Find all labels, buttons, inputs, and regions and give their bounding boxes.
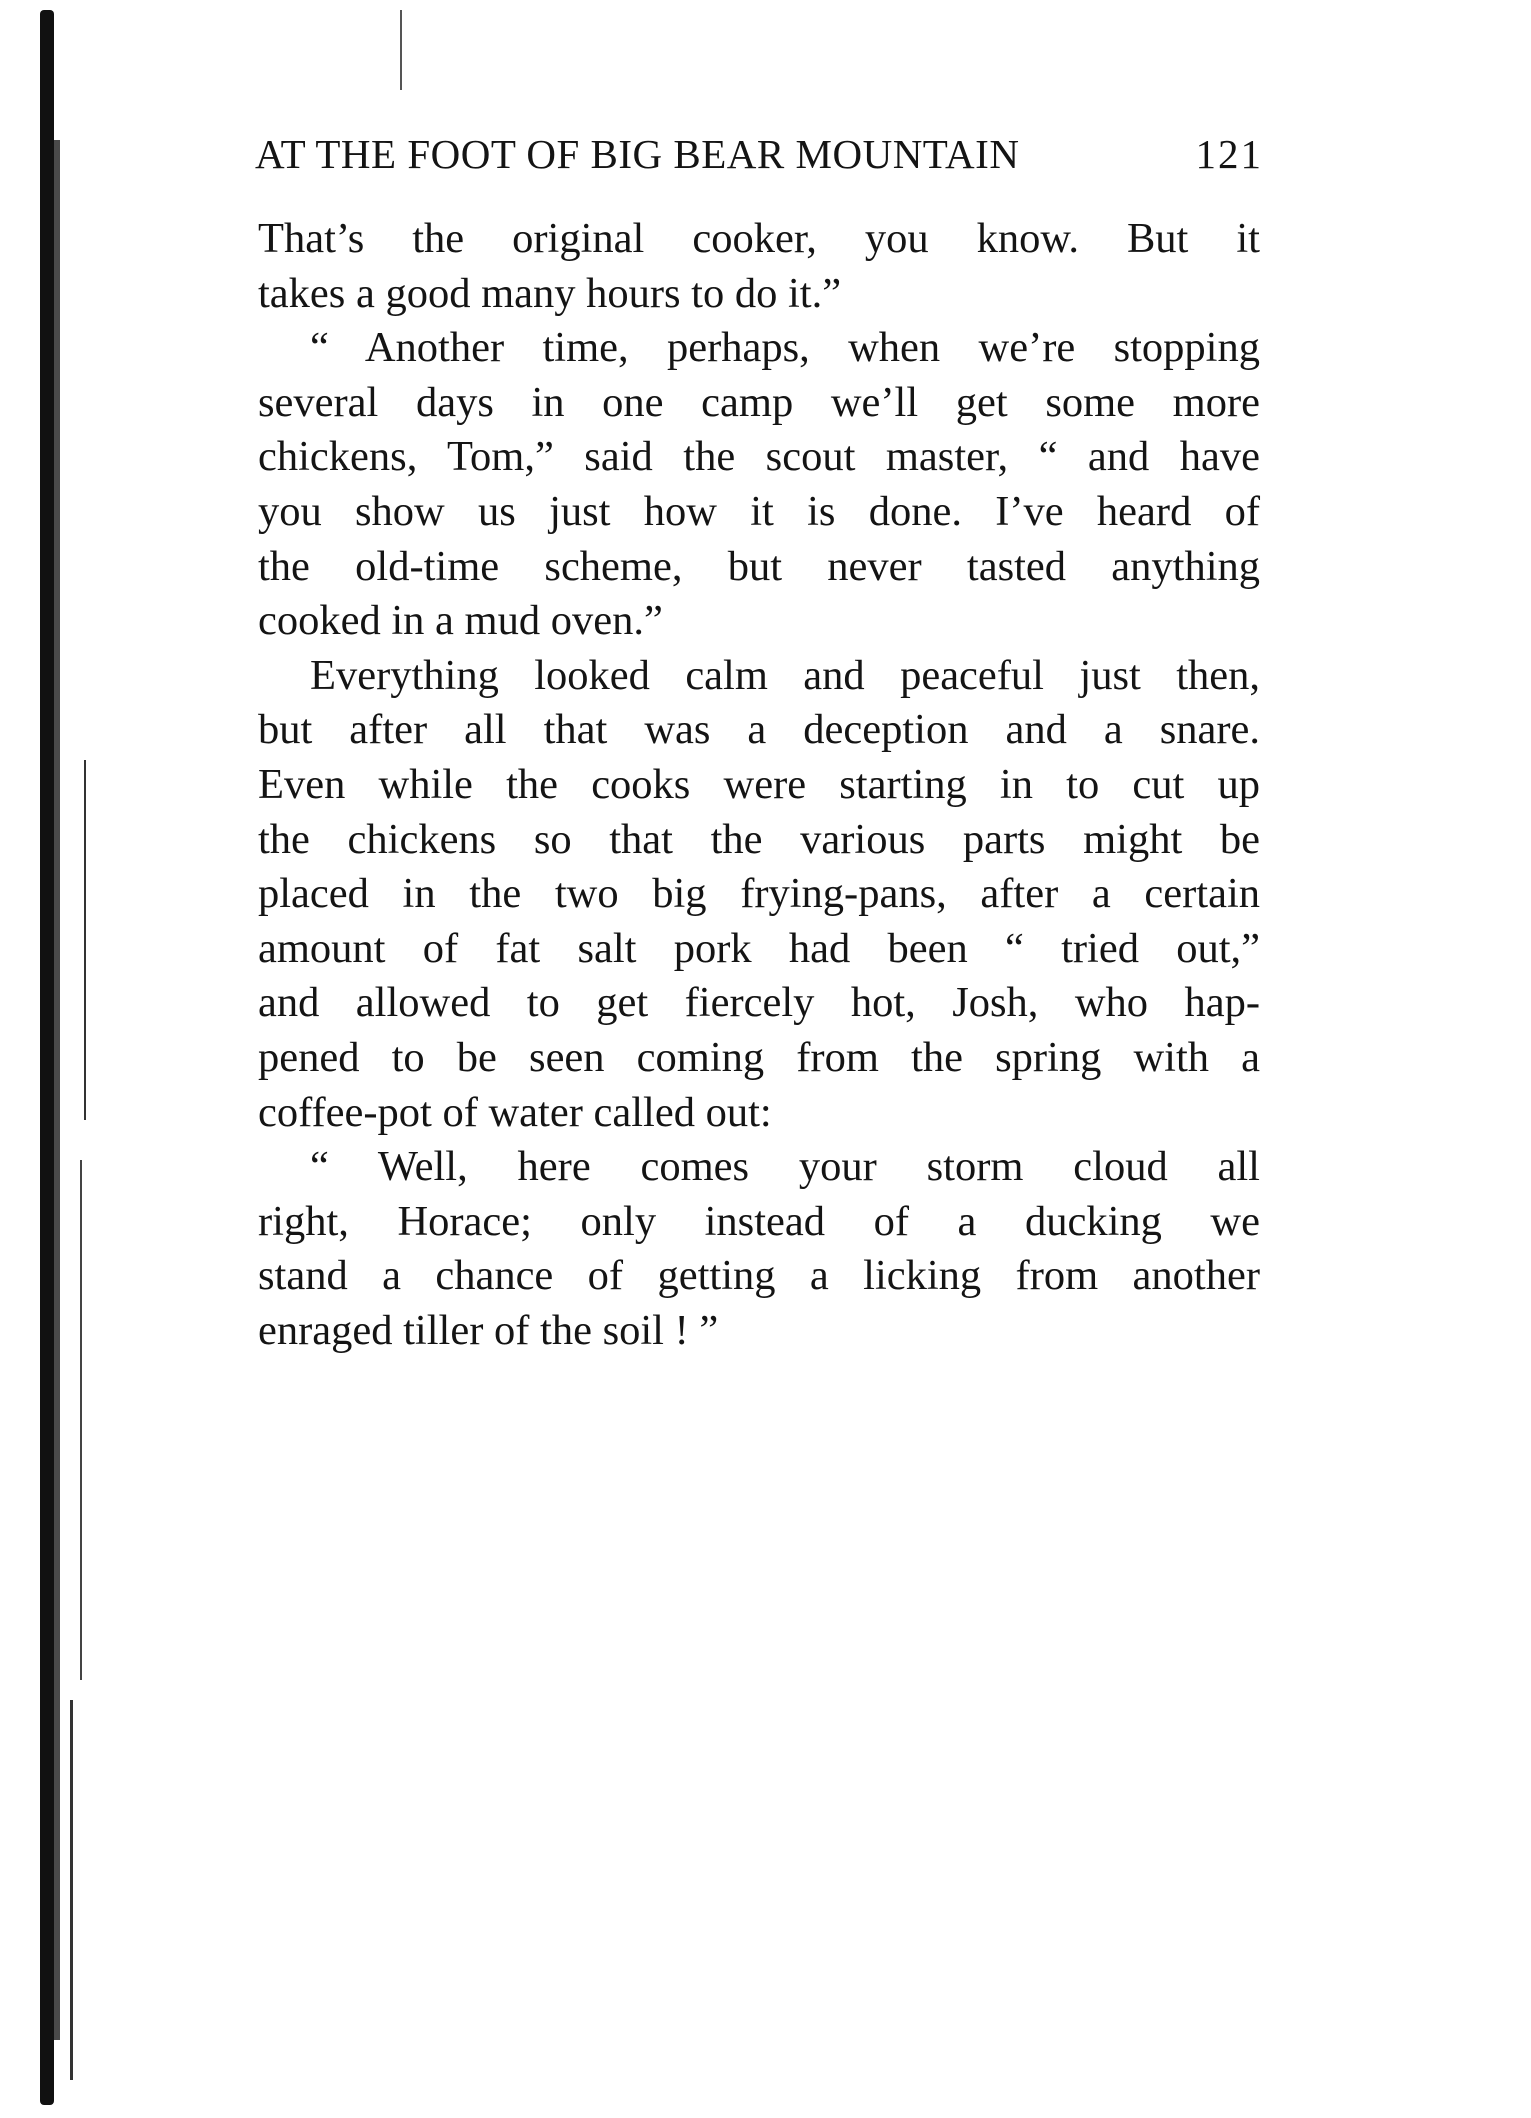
text-line: “ Well, here comes your storm cloud all bbox=[310, 1143, 1260, 1191]
text-line: enraged tiller of the soil ! ” bbox=[258, 1306, 719, 1354]
page-number: 121 bbox=[1195, 131, 1263, 177]
text-line: “ Another time, perhaps, when we’re stopping bbox=[310, 324, 1260, 372]
text-line: takes a good many hours to do it.” bbox=[258, 269, 842, 317]
binding-shadow bbox=[40, 10, 54, 2105]
text-line: placed in the two big frying-pans, after a certain bbox=[258, 870, 1260, 918]
scan-artifact-line bbox=[70, 1700, 73, 2080]
text-line: the old-time scheme, but never tasted anything bbox=[258, 542, 1260, 590]
text-line: stand a chance of getting a licking from another bbox=[258, 1252, 1260, 1300]
text-line: coffee-pot of water called out: bbox=[258, 1088, 772, 1136]
running-header-title: AT THE FOOT OF BIG BEAR MOUNTAIN bbox=[255, 131, 1020, 177]
binding-shadow-inner bbox=[54, 140, 60, 2040]
text-line: right, Horace; only instead of a ducking we bbox=[258, 1197, 1260, 1245]
scan-artifact-line bbox=[80, 1160, 82, 1680]
running-header bbox=[255, 124, 1263, 184]
text-line: cooked in a mud oven.” bbox=[258, 597, 663, 645]
text-line: and allowed to get fiercely hot, Josh, who hap- bbox=[258, 979, 1260, 1027]
text-line: Even while the cooks were starting in to cut up bbox=[258, 760, 1260, 808]
body-text bbox=[258, 212, 1260, 1358]
scan-artifact-line bbox=[84, 760, 86, 1120]
text-line: That’s the original cooker, you know. But it bbox=[258, 215, 1260, 262]
text-line: you show us just how it is done. I’ve heard of bbox=[258, 487, 1260, 535]
text-line: amount of fat salt pork had been “ tried out,” bbox=[258, 924, 1260, 972]
text-line: Everything looked calm and peaceful just then, bbox=[310, 651, 1260, 699]
scan-artifact-mark bbox=[400, 10, 402, 90]
text-line: pened to be seen coming from the spring with a bbox=[258, 1033, 1260, 1081]
text-line: but after all that was a deception and a snare. bbox=[258, 706, 1260, 754]
text-line: several days in one camp we’ll get some more bbox=[258, 378, 1260, 426]
text-line: the chickens so that the various parts might be bbox=[258, 815, 1260, 863]
text-line: chickens, Tom,” said the scout master, “ and have bbox=[258, 433, 1260, 481]
